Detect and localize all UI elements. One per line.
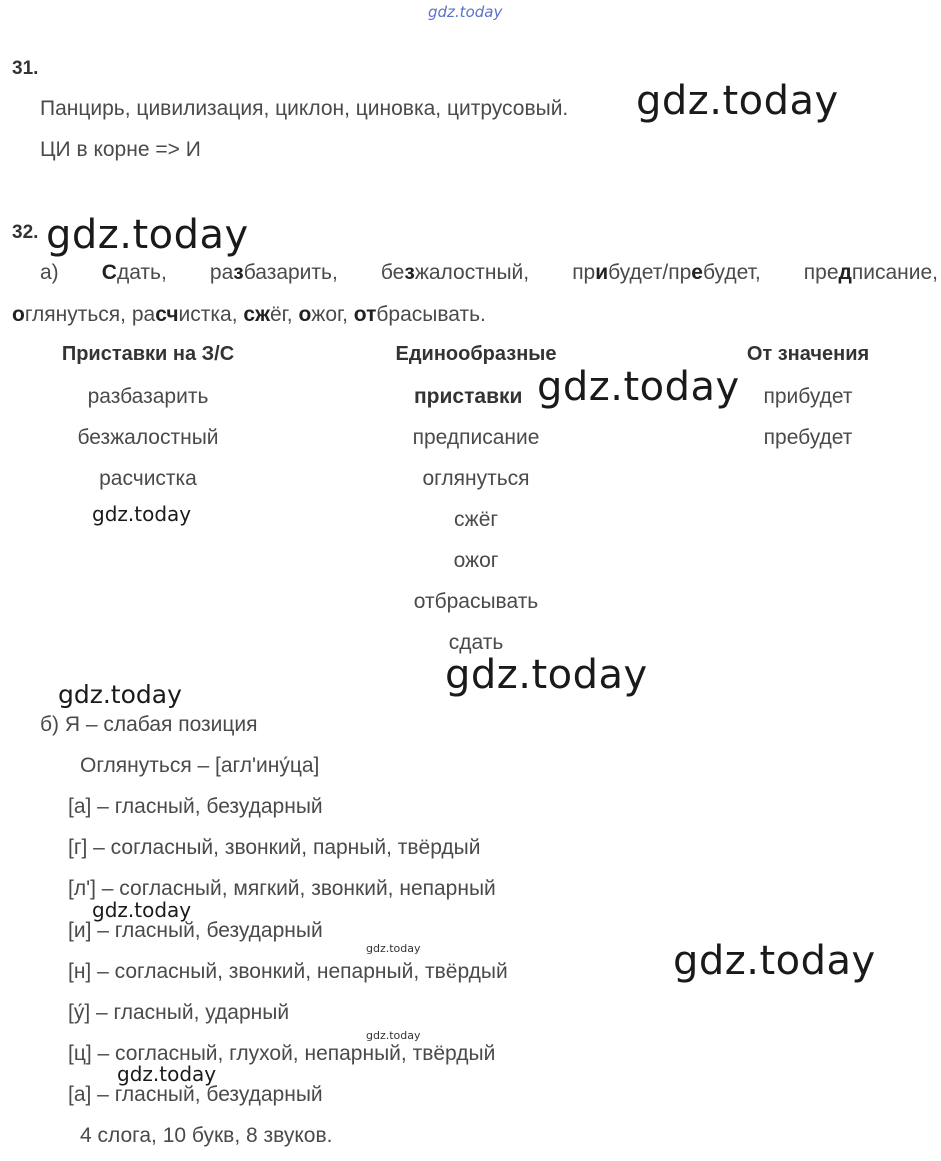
column-header-prefixes-zs: Приставки на З/С [61, 343, 235, 365]
exercise-32-a-line2: оглянуться, расчистка, сжёг, ожог, отбрасывать. [12, 303, 486, 326]
sound-line: [л'] – согласный, мягкий, звонкий, непарный [68, 877, 496, 900]
column-header-uniform: Единообразные [395, 343, 557, 365]
word-bezzhalostnyi: безжалостный, [380, 261, 530, 284]
col2-item: приставки [414, 385, 523, 408]
sound-line: [и] – гласный, безударный [68, 919, 323, 942]
col1-item: расчистка [99, 467, 197, 490]
a-label: а) [40, 261, 59, 284]
col2-item: оглянуться [422, 467, 530, 490]
watermark: gdz.today [366, 1029, 421, 1042]
watermark: gdz.today [636, 78, 839, 124]
sound-line: [г] – согласный, звонкий, парный, твёрдый [68, 836, 481, 859]
exercise-31-line1: Панцирь, цивилизация, циклон, циновка, цитрусовый. [40, 97, 569, 120]
column-header-meaning: От значения [746, 343, 870, 365]
col3-item: прибудет [763, 385, 853, 408]
sound-line: [ц] – согласный, глухой, непарный, твёрдый [68, 1042, 496, 1065]
watermark-top: gdz.today [428, 3, 503, 21]
col3-item: пребудет [763, 426, 853, 449]
col2-item: сдать [448, 631, 504, 654]
sound-line: [а] – гласный, безударный [68, 1083, 323, 1106]
exercise-32-b-word: Оглянуться – [агл'ину́ца] [80, 754, 320, 777]
sound-line: [а] – гласный, безударный [68, 795, 323, 818]
exercise-32-b-heading: б) Я – слабая позиция [40, 713, 258, 736]
col2-item: ожог [453, 549, 499, 572]
watermark: gdz.today [445, 652, 648, 698]
sound-line: [н] – согласный, звонкий, непарный, твёрдый [68, 960, 508, 983]
watermark: gdz.today [46, 212, 249, 258]
col2-item: отбрасывать [413, 590, 539, 613]
col1-item: безжалостный [77, 426, 219, 449]
col2-item: предписание [412, 426, 540, 449]
watermark: gdz.today [92, 898, 192, 922]
sound-line: [у́] – гласный, ударный [68, 1001, 290, 1024]
exercise-32-b-summary: 4 слога, 10 букв, 8 звуков. [80, 1124, 333, 1147]
word-pribudet: прибудет/пребудет, [572, 261, 761, 284]
watermark: gdz.today [366, 942, 421, 955]
exercise-32-a-line1 [40, 261, 938, 285]
exercise-31-number: 31. [12, 58, 39, 79]
watermark: gdz.today [537, 364, 740, 410]
exercise-31-line2: ЦИ в корне => И [40, 138, 201, 161]
word-razbazarit: разбазарить, [209, 261, 338, 284]
watermark: gdz.today [92, 502, 192, 526]
col1-item: разбазарить [87, 385, 209, 408]
watermark: gdz.today [58, 680, 182, 709]
word-sdat: Сдать, [101, 261, 167, 284]
word-predpisanie: предписание, [803, 261, 938, 284]
watermark: gdz.today [673, 938, 876, 984]
watermark: gdz.today [117, 1062, 217, 1086]
col2-item: сжёг [453, 508, 499, 531]
exercise-32-number: 32. [12, 222, 39, 243]
